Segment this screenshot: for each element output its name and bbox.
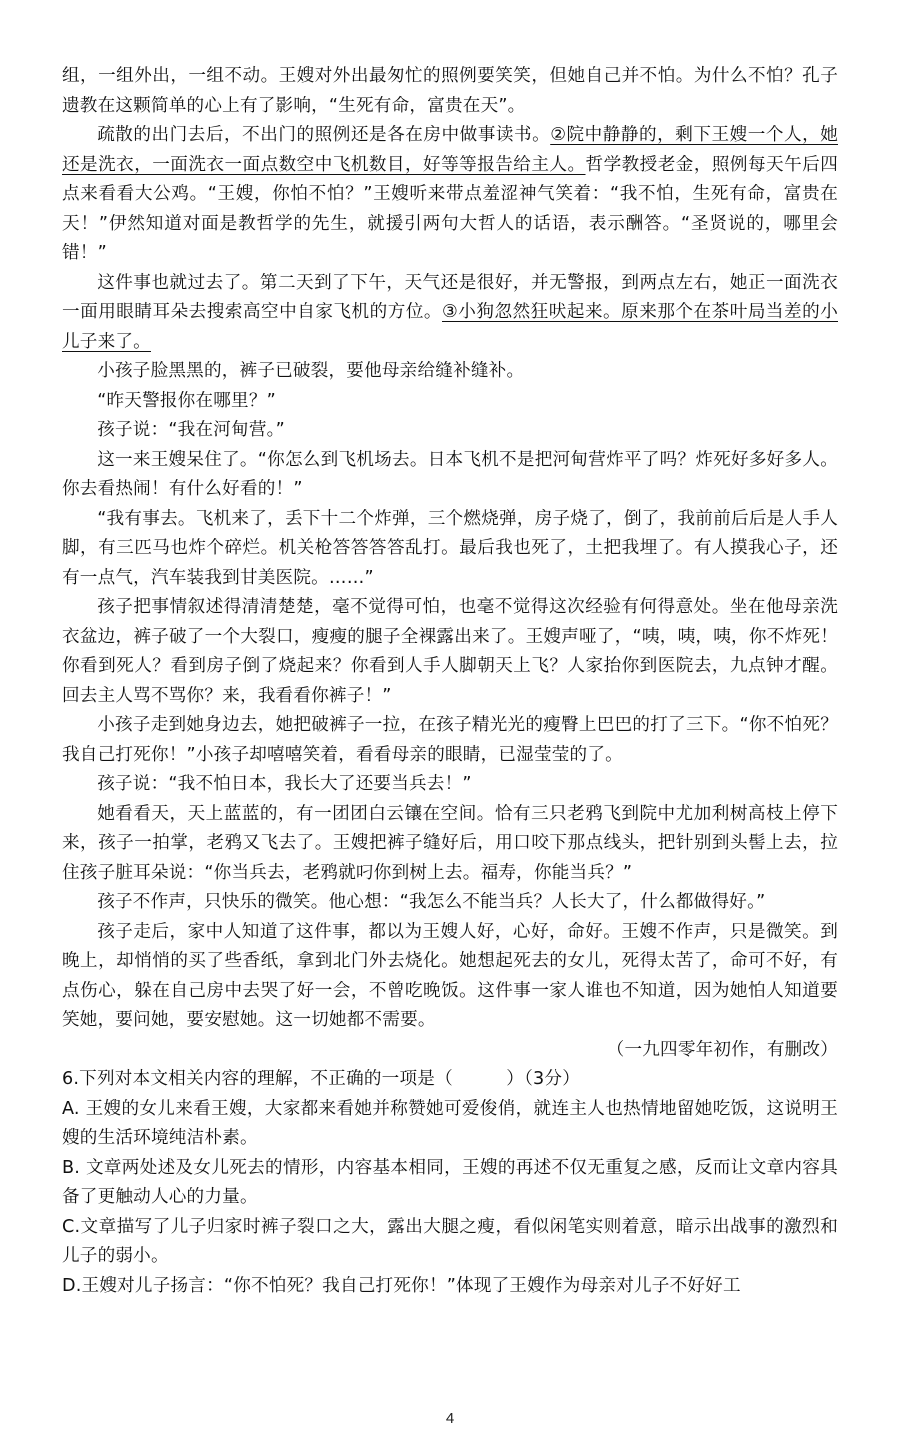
source-note: （一九四零年初作，有删改） xyxy=(606,1039,838,1060)
question-stem: 6.下列对本文相关内容的理解，不正确的一项是（ ）（3分） xyxy=(62,1069,581,1089)
paragraph-14: 孩子走后，家中人知道了这件事，都以为王嫂人好，心好，命好。王嫂不作声，只是微笑。到晚上，却悄悄的买了些香纸，拿到北门外去烧化。她想起死去的女儿，死得太苦了，命可不好，有点伤心，躲在自己房中去哭了好一会，不曾吃晚饭。这件事一家人谁也不知道，因为她怕人知道要笑她，要问她，要安慰她。这一切她都不需要。 xyxy=(62,921,838,1030)
paragraph-12: 她看看天，天上蓝蓝的，有一团团白云镶在空间。恰有三只老鸦飞到院中尤加利树高枝上停下来，孩子一拍掌，老鸦又飞去了。王嫂把裤子缝好后，用口咬下那点线头，把针别到头髻上去，拉住孩子脏耳朵说：“你当兵去，老鸦就叼你到树上去。福寿，你能当兵？” xyxy=(62,803,838,883)
page-number: 4 xyxy=(445,1410,455,1427)
paragraph-6: 孩子说：“我在河甸营。” xyxy=(97,420,285,440)
paragraph-7: 这一来王嫂呆住了。“你怎么到飞机场去。日本飞机不是把河甸营炸平了吗？炸死好多好多人。你去看热闹！有什么好看的！” xyxy=(62,449,838,499)
option-d: D.王嫂对儿子扬言：“你不怕死？我自己打死你！”体现了王嫂作为母亲对儿子不好好工 xyxy=(62,1275,741,1296)
option-c: C.文章描写了儿子归家时裤子裂口之大，露出大腿之瘦，看似闲笔实则着意，暗示出战事的激烈和儿子的弱小。 xyxy=(62,1216,838,1266)
paragraph-3-intro: 这件事也就过去了。第二天到了下午，天气还是很好，并无警报，到两点左右，她正一面洗衣一面用眼睛耳朵去搜索高空中自家飞机的方位。 xyxy=(62,272,838,322)
paragraph-5: “昨天警报你在哪里？” xyxy=(97,390,276,411)
paragraph-2 xyxy=(62,121,838,269)
paragraph-1: 组，一组外出，一组不动。王嫂对外出最匆忙的照例要笑笑，但她自己并不怕。为什么不怕？孔子遗教在这颗简单的心上有了影响，“生死有命，富贵在天”。 xyxy=(62,66,838,116)
paragraph-10: 小孩子走到她身边去，她把破裤子一拉，在孩子精光光的瘦臀上巴巴的打了三下。“你不怕死？我自己打死你！”小孩子却嘻嘻笑着，看看母亲的眼睛，已湿莹莹的了。 xyxy=(62,715,838,765)
paragraph-9: 孩子把事情叙述得清清楚楚，毫不觉得可怕，也毫不觉得这次经验有何得意处。坐在他母亲洗衣盆边，裤子破了一个大裂口，瘦瘦的腿子全裸露出来了。王嫂声哑了，“咦，咦，咦，你不炸死！你看到死人？看到房子倒了烧起来？你看到人手人脚朝天上飞？人家抬你到医院去，九点钟才醒。回去主人骂不骂你？来，我看看你裤子！” xyxy=(62,597,838,706)
paragraph-8: “我有事去。飞机来了，丢下十二个炸弹，三个燃烧弹，房子烧了，倒了，我前前后后是人手人脚，有三匹马也炸个碎烂。机关枪答答答答乱打。最后我也死了，土把我埋了。有人摸我心子，还有一点气，汽车装我到甘美医院。……” xyxy=(62,508,838,588)
underlined-sentence-2: ②院中静静的，剩下王嫂一个人，她还是洗衣，一面洗衣一面点数空中飞机数目，好等等报告给主人。 xyxy=(62,125,838,175)
underlined-sentence-3: ③小狗忽然狂吠起来。原来那个在茶叶局当差的小儿子来了。 xyxy=(62,302,838,352)
paragraph-4: 小孩子脸黑黑的，裤子已破裂，要他母亲给缝补缝补。 xyxy=(97,361,525,381)
paragraph-13: 孩子不作声，只快乐的微笑。他心想：“我怎么不能当兵？人长大了，什么都做得好。” xyxy=(97,892,766,912)
paragraph-2-intro: 疏散的出门去后，不出门的照例还是各在房中做事读书。 xyxy=(97,125,551,145)
option-b: B. 文章两处述及女儿死去的情形，内容基本相同，王嫂的再述不仅无重复之感，反而让文章内容具备了更触动人心的力量。 xyxy=(62,1157,838,1207)
paragraph-2-rest: 哲学教授老金，照例每天午后四点来看看大公鸡。“王嫂，你怕不怕？”王嫂听来带点羞涩神气笑着：“我不怕，生死有命，富贵在天！”伊然知道对面是教哲学的先生，就援引两句大哲人的话语，表示酬答。“圣贤说的，哪里会错！” xyxy=(62,154,838,263)
paragraph-3 xyxy=(62,269,838,358)
paragraph-11: 孩子说：“我不怕日本，我长大了还要当兵去！” xyxy=(97,774,472,794)
option-a: A. 王嫂的女儿来看王嫂，大家都来看她并称赞她可爱俊俏，就连主人也热情地留她吃饭，这说明王嫂的生活环境纯洁朴素。 xyxy=(62,1098,838,1148)
